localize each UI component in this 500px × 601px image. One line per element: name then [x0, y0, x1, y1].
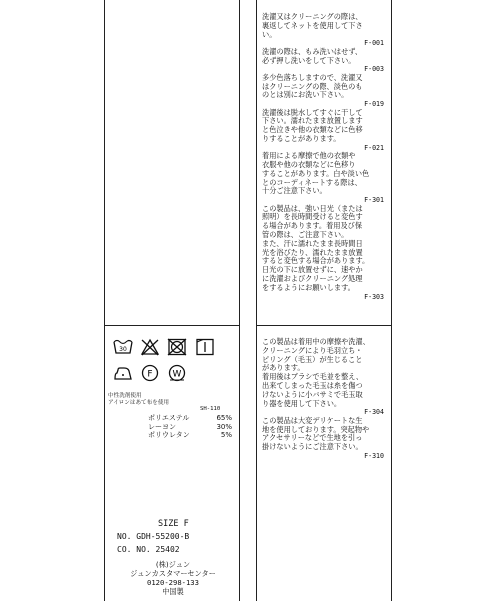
instruction-code: F-003	[364, 65, 384, 74]
material-name: レーヨン	[148, 422, 176, 431]
composition-row	[148, 414, 232, 423]
care-note-line: アイロンはあて布を使用	[108, 400, 170, 406]
care-note	[108, 393, 234, 407]
instruction-text: 着用による摩擦で他の衣類や 衣服や他の衣類などに色移り することがあります。白や淡い色 とのコーディネートする際は、 十分ご注意下さい。	[262, 151, 370, 196]
size-label: SIZE F	[158, 519, 189, 529]
instruction-text: 多少色落ちしますので、洗濯又 はクリーニングの際、淡色のも のとは別にお洗い下さい。	[262, 72, 363, 100]
phone-number: 0120-298-133	[147, 578, 199, 587]
material-pct: 5%	[220, 431, 232, 440]
instruction-text: 洗濯後は脱水してすぐに干して 下さい。濡れたまま放置します と色泣きや他の衣類などに色移 りすることがあります。	[262, 107, 363, 143]
svg-text:W: W	[172, 369, 182, 380]
instruction-text: 洗濯又はクリーニングの際は、 裏返してネットを使用して下さ い。	[262, 12, 363, 39]
country-of-origin: 中国製	[162, 587, 184, 596]
instruction-code: F-304	[364, 408, 384, 417]
product-number: NO. GDH-55200-B	[117, 532, 190, 541]
material-pct: 30%	[216, 422, 232, 431]
instruction-text: 洗濯の際は、もみ洗いはせず、 必ず押し洗いをして下さい。	[262, 46, 363, 65]
no-bleach-icon	[140, 338, 160, 356]
instruction-code: F-303	[364, 292, 384, 301]
wash-30-icon	[113, 338, 133, 356]
line-dry-icon	[195, 338, 215, 356]
co-number: CO. NO. 25402	[117, 545, 180, 554]
label-panel-top-left	[104, 0, 240, 325]
company-info	[110, 560, 236, 596]
instruction-code: F-001	[364, 39, 384, 48]
composition-row	[148, 431, 232, 440]
instruction-code: F-301	[364, 196, 384, 205]
composition-row	[148, 423, 232, 432]
care-instructions-top	[262, 13, 384, 301]
iron-low-icon	[113, 364, 133, 382]
customer-center: ジュンカスタマーセンター	[130, 569, 216, 578]
instruction-code: F-310	[364, 451, 384, 460]
instruction-code: F-019	[364, 100, 384, 109]
instruction-text: この製品は、強い日光（または 照明）を長時間受けると変色す る場合があります。着用及び保 管の際は、ご注意下さい。 また、汗に濡れたまま長時間日 光を浴びたり、濡れたまま放置 すると変色する場合があります。 日光の下に放置せずに、速やか に洗濯およびクリーニング処理 をするようにお願いします。	[262, 203, 370, 292]
instruction-text: この製品は大変デリケートな生 地を使用しております。突起物や アクセサリーなどで生地を引っ 掛けないようにご注意下さい。	[262, 415, 370, 452]
no-tumble-dry-icon	[167, 338, 187, 356]
instruction-text: この製品は着用中の摩擦や洗濯、 クリーニングにより毛羽立ち・ ピリング（毛玉）が生じること があります。 着用後はブラシで毛並を整え、 出来てしまった毛玉は糸を傷つ けないように小バサミで毛玉取 り器を使用して下さい。	[262, 337, 370, 408]
material-name: ポリエステル	[148, 414, 190, 422]
care-instructions-bottom	[262, 338, 384, 460]
svg-text:30: 30	[119, 346, 127, 353]
material-name: ポリウレタン	[148, 431, 190, 440]
composition-list	[148, 414, 232, 440]
wet-clean-w-icon	[167, 364, 187, 382]
company-name: (株)ジュン	[155, 560, 191, 569]
instruction-code: F-021	[364, 143, 384, 152]
care-note-line: 中性洗剤使用	[108, 393, 142, 399]
dry-clean-f-icon	[140, 364, 160, 382]
material-pct: 65%	[216, 414, 232, 422]
svg-text:F: F	[147, 369, 153, 380]
care-code: SH-110	[200, 406, 221, 412]
